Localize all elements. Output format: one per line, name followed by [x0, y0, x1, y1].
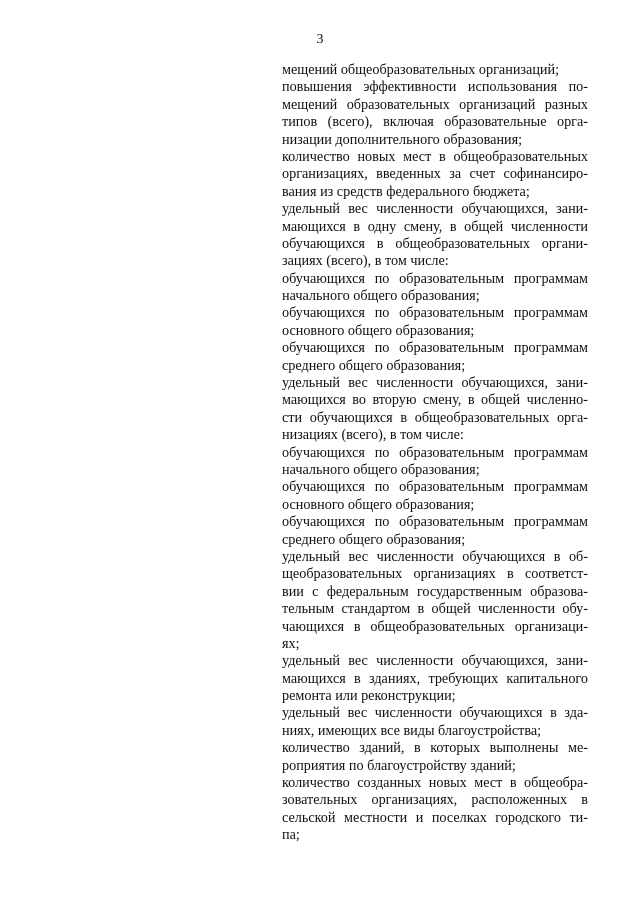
text-line: начального общего образования;: [282, 288, 480, 305]
text-line: низациях (всего), в том числе:: [282, 427, 464, 444]
text-line: тельным стандартом в общей численности обу-: [282, 601, 588, 618]
text-line: обучающихся по образовательным программам: [282, 444, 588, 461]
text-line: вания из средств федерального бюджета;: [282, 183, 530, 200]
text-line: ях;: [282, 635, 300, 652]
text-line: удельный вес численности обучающихся в зда-: [282, 705, 588, 722]
text-line: удельный вес численности обучающихся, зани-: [282, 653, 588, 670]
text-line: вии с федеральным государственным образова-: [282, 583, 588, 600]
text-line: мещений образовательных организаций разных: [282, 96, 588, 113]
text-line: начального общего образования;: [282, 461, 480, 478]
text-line: сти обучающихся в общеобразовательных орга-: [282, 409, 588, 426]
text-line: обучающихся по образовательным программам: [282, 514, 588, 531]
text-line: обучающихся по образовательным программам: [282, 270, 588, 287]
text-line: низации дополнительного образования;: [282, 131, 523, 148]
text-line: повышения эффективности использования по-: [282, 79, 588, 96]
text-line: роприятия по благоустройству зданий;: [282, 757, 516, 774]
text-line: удельный вес численности обучающихся, зани-: [282, 201, 588, 218]
text-line: щеобразовательных организациях в соответст-: [282, 566, 588, 583]
document-text-column: [282, 62, 588, 845]
text-line: количество новых мест в общеобразовательных: [282, 148, 588, 165]
text-line: мещений общеобразовательных организаций;: [282, 62, 560, 78]
text-line: основного общего образования;: [282, 322, 475, 339]
text-line: организациях, введенных за счет софинансиро-: [282, 166, 588, 183]
text-line: обучающихся по образовательным программам: [282, 479, 588, 496]
text-line: обучающихся в общеобразовательных органи-: [282, 235, 588, 252]
text-line: количество зданий, в которых выполнены ме-: [282, 740, 588, 757]
text-line: среднего общего образования;: [282, 357, 466, 374]
text-line: сельской местности и поселках городского ти-: [282, 809, 588, 826]
text-line: удельный вес численности обучающихся, зани-: [282, 375, 588, 392]
text-line: па;: [282, 827, 300, 844]
text-line: мающихся во вторую смену, в общей численно-: [282, 392, 588, 409]
text-line: зациях (всего), в том числе:: [282, 253, 449, 270]
text-line: ремонта или реконструкции;: [282, 688, 456, 705]
text-line: количество созданных новых мест в общеобра-: [282, 775, 588, 792]
text-line: мающихся в зданиях, требующих капитального: [282, 670, 588, 687]
text-line: ниях, имеющих все виды благоустройства;: [282, 722, 542, 739]
text-line: среднего общего образования;: [282, 531, 466, 548]
page-number: 3: [316, 32, 324, 47]
text-line: чающихся в общеобразовательных организаци-: [282, 618, 588, 635]
text-line: обучающихся по образовательным программам: [282, 305, 588, 322]
text-line: обучающихся по образовательным программам: [282, 340, 588, 357]
text-line: зовательных организациях, расположенных в: [282, 792, 588, 809]
text-line: типов (всего), включая образовательные орга-: [282, 114, 588, 131]
text-line: основного общего образования;: [282, 496, 475, 513]
text-line: удельный вес численности обучающихся в об-: [282, 548, 588, 565]
text-line: мающихся в одну смену, в общей численности: [282, 218, 588, 235]
